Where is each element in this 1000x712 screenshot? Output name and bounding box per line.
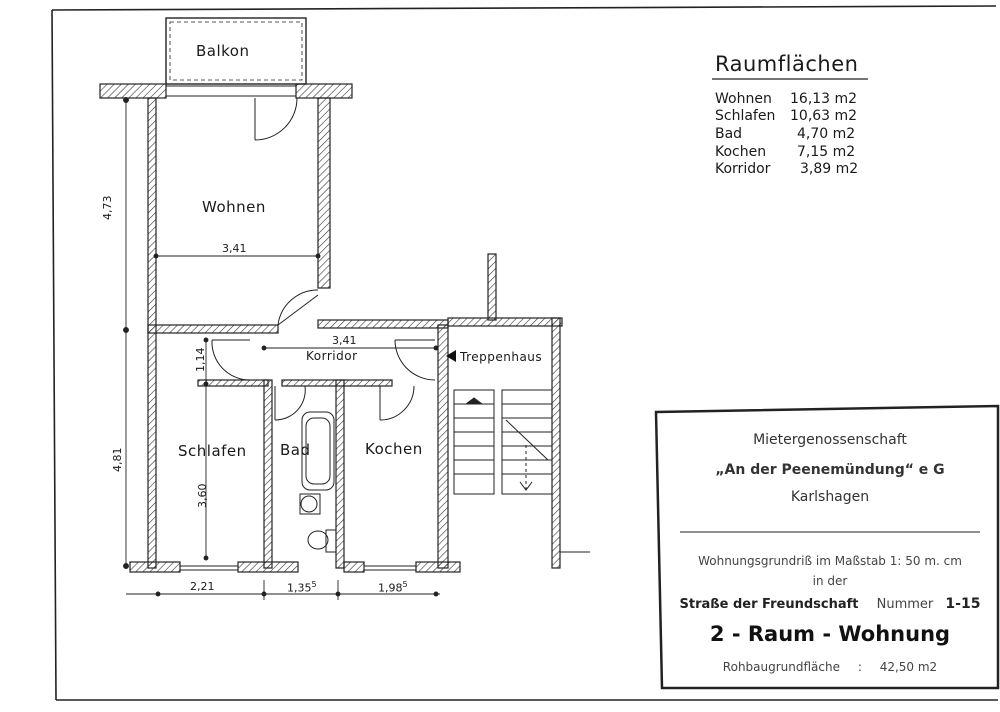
tb-apartment-type: 2 - Raum - Wohnung	[709, 622, 951, 646]
area-name-kochen: Kochen	[715, 144, 767, 160]
room-label-kochen: Kochen	[365, 440, 423, 458]
tb-area-value: 42,50 m2	[879, 660, 938, 674]
dim-left-upper: 4,73	[101, 195, 114, 220]
tb-area-line	[660, 660, 1000, 674]
tb-street-line	[660, 596, 1000, 612]
tb-location: Karlshagen	[790, 489, 870, 505]
bathroom-fixtures	[300, 412, 336, 552]
room-label-schlafen: Schlafen	[178, 442, 247, 460]
area-name-schlafen: Schlafen	[715, 108, 776, 124]
room-label-wohnen: Wohnen	[202, 198, 266, 216]
dim-left-lower: 4,81	[111, 447, 124, 472]
dim-korridor-width: 3,41	[332, 334, 357, 347]
area-value-bad: 4,70 m2	[797, 126, 856, 142]
tb-area-label: Rohbaugrundfläche	[722, 660, 840, 674]
tb-area-sep: :	[857, 660, 862, 674]
tb-scale: Wohnungsgrundriß im Maßstab 1: 50 m. cm	[698, 554, 962, 568]
dimension-lines	[124, 98, 441, 601]
area-name-wohnen: Wohnen	[715, 91, 772, 107]
tb-number-label: Nummer	[876, 597, 934, 612]
tb-in-der: in der	[812, 574, 848, 588]
room-label-korridor: Korridor	[306, 349, 358, 363]
tb-number: 1-15	[945, 596, 981, 612]
room-label-balkon: Balkon	[196, 42, 250, 60]
tb-street: Straße der Freundschaft	[679, 597, 859, 612]
stairs	[454, 390, 552, 494]
dim-wohnen-width: 3,41	[222, 242, 247, 255]
dim-korridor-depth: 1,14	[194, 347, 207, 372]
dim-bottom-1: 2,21	[190, 580, 215, 593]
area-value-kochen: 7,15 m2	[797, 144, 856, 160]
dim-bottom-3: 1,98$^5$	[378, 580, 408, 595]
tb-cooperative: Mietergenossenschaft	[753, 432, 907, 448]
area-value-korridor: 3,89 m2	[800, 161, 859, 177]
area-name-bad: Bad	[715, 126, 743, 142]
room-label-treppenhaus: Treppenhaus	[460, 350, 543, 364]
area-name-korridor: Korridor	[715, 161, 771, 177]
dim-schlafen-depth: 3,60	[196, 483, 209, 508]
walls	[100, 84, 562, 572]
room-label-bad: Bad	[280, 441, 311, 459]
area-value-wohnen: 16,13 m2	[790, 91, 858, 107]
area-value-schlafen: 10,63 m2	[790, 108, 858, 124]
area-table-title: Raumflächen	[715, 52, 859, 76]
tb-cooperative-name: „An der Peenemündung“ e G	[715, 462, 945, 478]
dim-bottom-2: 1,35$^5$	[287, 580, 317, 595]
